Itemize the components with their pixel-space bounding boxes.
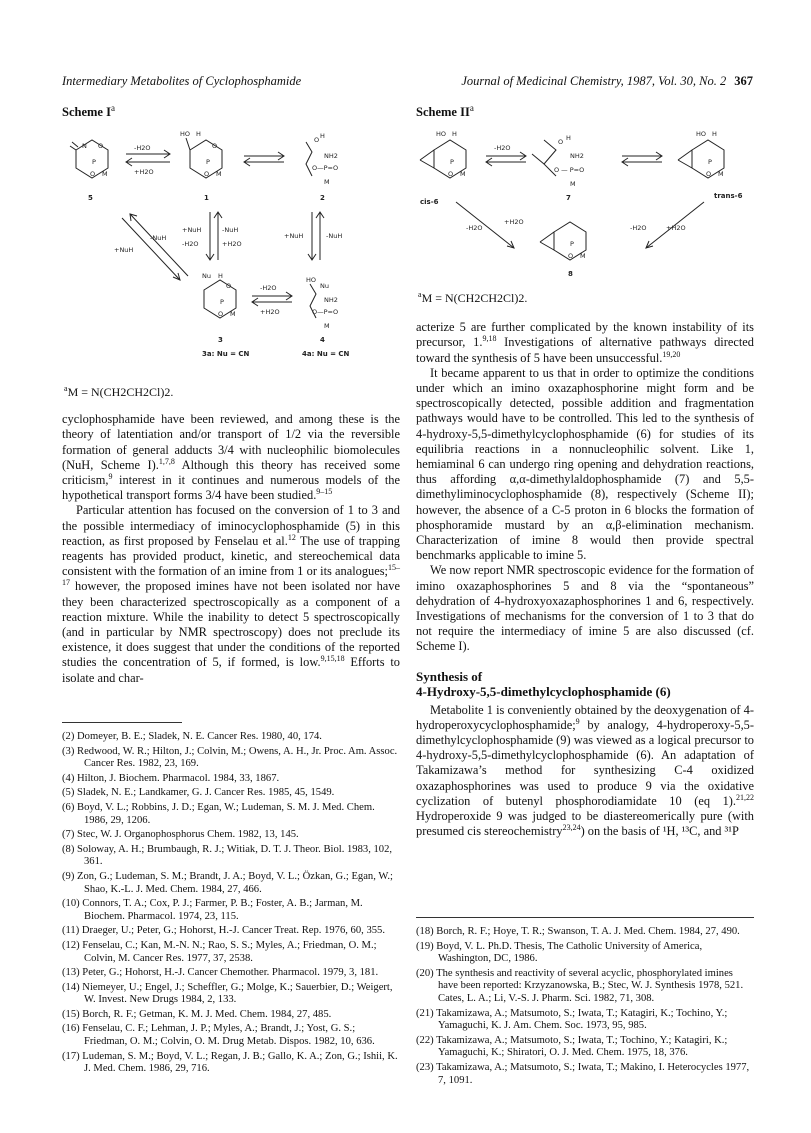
svg-text:P: P [570, 240, 574, 249]
svg-text:4a: Nu = CN: 4a: Nu = CN [302, 350, 350, 359]
reference-item: (23) Takamizawa, A.; Matsumoto, S.; Iwata, T.; Makino, I. Heterocycles 1977, 7, 1091. [416, 1061, 750, 1086]
svg-text:O: O [314, 136, 320, 145]
svg-text:H: H [218, 272, 223, 281]
reference-item: (20) The synthesis and reactivity of several acyclic, phosphorylated imines have been reported: Krzyzanowska, B.; Stec, W. J. Synthesis 1978, 521. Cates, L. A.; Li, V.-S. J. Pharm. Sci. 1982, 71, 308. [416, 967, 744, 1004]
svg-text:O: O [226, 282, 232, 291]
reference-item: (3) Redwood, W. R.; Hilton, J.; Colvin, M.; Owens, A. H., Jr. Proc. Am. Assoc. Cancer Res. 1982, 23, 169. [62, 745, 398, 770]
svg-text:H: H [712, 130, 717, 139]
svg-text:M: M [324, 322, 330, 331]
svg-text:+H2O: +H2O [222, 240, 242, 249]
svg-text:+NuH: +NuH [284, 232, 304, 241]
svg-text:P: P [92, 158, 96, 167]
svg-text:Nu: Nu [320, 282, 329, 291]
svg-text:HO: HO [306, 276, 317, 285]
svg-text:8: 8 [568, 270, 573, 279]
left-column [62, 103, 400, 686]
right-paragraph-3: We now report NMR spectroscopic evidence for the formation of imino oxazaphosphorines 5 and 8 via the “spontaneous” dehydration of 4-hydroxyoxazaphosphorines 1 and 6, respectively. Investigations of mechanisms for the conversion of 1 to 3 that do not require the intermediacy of imine 5 are also discussed (cf. Scheme I). [416, 563, 754, 654]
svg-text:NH2: NH2 [570, 152, 584, 161]
reference-list-right [416, 926, 754, 1087]
svg-text:cis-6: cis-6 [420, 198, 439, 207]
svg-text:-H2O: -H2O [182, 240, 199, 249]
running-header-right [461, 74, 753, 89]
svg-text:1: 1 [204, 194, 209, 203]
svg-text:O: O [212, 142, 218, 151]
svg-text:M: M [570, 180, 576, 189]
references-divider [416, 917, 754, 918]
right-column [416, 103, 754, 839]
svg-text:M: M [102, 170, 108, 179]
svg-text:M: M [230, 310, 236, 319]
left-paragraph-2: Particular attention has focused on the conversion of 1 to 3 and the possible intermediacy of iminocyclophosphamide (5) in this reaction, as first proposed by Fenselau et al.$^{12}$ The use of trapping reagents has provided product, kinetic, and stereochemical data consistent with the formation of an imine from 1 or its analogues;$^{15-17}$ however, the proposed imines have not been isolated nor have they been characterized spectroscopically as a component of a reaction mixture. While the inability to detect 5 spectroscopically (and in particular by NMR spectroscopy) does not preclude its existence, it does suggest that under the conditions of the reported studies the concentration of 5, if formed, is low.$^{9,15,18}$ Efforts to isolate and char- [62, 503, 400, 685]
svg-text:O: O [448, 170, 454, 179]
reference-item: (11) Draeger, U.; Peter, G.; Hohorst, H.-J. Cancer Treat. Rep. 1976, 60, 355. [62, 925, 385, 937]
reference-item: (12) Fenselau, C.; Kan, M.-N. N.; Rao, S. S.; Myles, A.; Friedman, O. M.; Colvin, M. Cancer Res. 1977, 37, 2538. [62, 939, 377, 964]
svg-text:-NuH: -NuH [326, 232, 343, 241]
svg-text:H: H [320, 132, 325, 141]
scheme-1-diagram [62, 120, 400, 382]
scheme-2-footnote: $^a$M = N(CH2CH2Cl)2. [418, 290, 528, 306]
right-paragraph-2: It became apparent to us that in order to optimize the conditions under which an imino oxazaphosphorine might form and be spectroscopically detected, possible addition and fragmentation pathways would have to be controlled. This led to the synthesis of 4-hydroxy-5,5-dimethylcyclophosphamide (6) for studies of its equilibria reactions in a nonnucleophilic solvent. Like 1, hemiaminal 6 can undergo ring opening and dehydration reactions, thus affording α,α-dimethylaldophosphamide (7) and 5,5-dimethyliminocyclophosphamide (8), respectively (Scheme II); however, the absence of a C-5 proton in 6 blocks the formation of phosphoramide mustard by an α,β-elimination mechanism. Characterization of imine 8 would then provide spectral benchmarks applicable to imine 5. [416, 365, 754, 563]
svg-text:4: 4 [320, 336, 325, 345]
svg-text:+NuH: +NuH [114, 246, 134, 255]
reference-item: (4) Hilton, J. Biochem. Pharmacol. 1984, 33, 1867. [62, 772, 280, 784]
scheme-2-title: Scheme $II^a$ [416, 103, 474, 120]
running-header-left: Intermediary Metabolites of Cyclophosphamide [62, 74, 302, 88]
svg-text:-H2O: -H2O [494, 144, 511, 153]
svg-text:2: 2 [320, 194, 325, 203]
svg-text:P: P [450, 158, 454, 167]
svg-text:+H2O: +H2O [666, 224, 686, 233]
reference-item: (7) Stec, W. J. Organophosphorus Chem. 1982, 13, 145. [62, 829, 299, 841]
svg-text:HO: HO [436, 130, 447, 139]
svg-text:3: 3 [218, 336, 223, 345]
svg-text:M: M [324, 178, 330, 187]
svg-text:3a: Nu = CN: 3a: Nu = CN [202, 350, 250, 359]
right-paragraph-1: acterize 5 are further complicated by the known instability of its precursor, 1.$^{9,18}$ Investigations of alternative pathways directed toward the synthesis of 5 have been unsuccessful.$^{19,20}$ [416, 320, 755, 365]
svg-text:+NuH: +NuH [182, 226, 202, 235]
svg-text:H: H [566, 134, 571, 143]
references-divider [62, 722, 182, 723]
svg-text:M: M [460, 170, 466, 179]
svg-text:trans-6: trans-6 [714, 192, 743, 201]
svg-text:P: P [708, 158, 712, 167]
reference-item: (18) Borch, R. F.; Hoye, T. R.; Swanson, T. A. J. Med. Chem. 1984, 27, 490. [416, 926, 740, 937]
svg-text:5: 5 [88, 194, 93, 203]
right-paragraph-4: Metabolite 1 is conveniently obtained by the deoxygenation of 4-hydroperoxycyclophosphamide;$^9$ by analogy, 4-hydroperoxy-5,5-dimethylcyclophosphamide (9) was viewed as a logical precursor to 4-hydroxy-5,5-dimethylcyclophosphamide (6). An adaptation of Takamizawa’s method for synthesizing C-4 oxidized oxazaphosphorines was used to produce 9 via the oxidative cyclization of butenyl phosphorodiamidate 10 (eq 1).$^{21,22}$ Hydroperoxide 9 was judged to be diastereomerically pure (with presumed cis stereochemistry$^{23,24}$) on the basis of ¹H, ¹³C, and ³¹P [416, 702, 754, 839]
svg-text:O: O [218, 310, 224, 319]
svg-text:NH2: NH2 [324, 296, 338, 305]
svg-text:N: N [82, 142, 87, 151]
svg-text:P: P [220, 298, 224, 307]
svg-text:7: 7 [566, 194, 571, 203]
reference-item: (9) Zon, G.; Ludeman, S. M.; Brandt, J. A.; Boyd, V. L.; Özkan, G.; Egan, W.; Shao, K.-L. J. Med. Chem. 1984, 27, 466. [62, 870, 393, 895]
reference-item: (19) Boyd, V. L. Ph.D. Thesis, The Catholic University of America, Washington, DC, 1986. [416, 940, 703, 965]
svg-text:H: H [452, 130, 457, 139]
reference-item: (5) Sladek, N. E.; Landkamer, G. J. Cancer Res. 1985, 45, 1549. [62, 787, 335, 799]
reference-item: (21) Takamizawa, A.; Matsumoto, S.; Iwata, T.; Katagiri, K.; Tochino, Y.; Yamaguchi, K. J. Am. Chem. Soc. 1973, 95, 985. [416, 1007, 728, 1032]
svg-text:O — P=O: O — P=O [554, 166, 585, 175]
svg-text:HO: HO [696, 130, 707, 139]
reference-list-left [62, 731, 400, 1076]
svg-text:Nu: Nu [202, 272, 211, 281]
svg-text:-H2O: -H2O [466, 224, 483, 233]
svg-text:O—P=O: O—P=O [312, 164, 339, 173]
reference-item: (6) Boyd, V. L.; Robbins, J. D.; Egan, W.; Ludeman, S. M. J. Med. Chem. 1986, 29, 1206. [62, 801, 375, 826]
section-heading: Synthesis of 4-Hydroxy-5,5-dimethylcyclophosphamide (6) [416, 668, 671, 699]
page-number: 367 [734, 74, 753, 88]
right-references [416, 917, 754, 1089]
left-paragraph-1: cyclophosphamide have been reviewed, and among these is the theory of latentiation and/or transport of 1/2 via the reversible formation of general adducts 3/4 with nucleophilic biomolecules (NuH, Scheme I).$^{1,7,8}$ Although this theory has received some criticism,$^9$ interest in it continues and numerous models of the hypothetical transport forms 3/4 have been studied.$^{9-15}$ [62, 412, 400, 503]
svg-text:+H2O: +H2O [504, 218, 524, 227]
svg-text:-NuH: -NuH [222, 226, 239, 235]
svg-text:H: H [196, 130, 201, 139]
svg-text:P: P [206, 158, 210, 167]
svg-text:NH2: NH2 [324, 152, 338, 161]
reference-item: (10) Connors, T. A.; Cox, P. J.; Farmer, P. B.; Foster, A. B.; Jarman, M. Biochem. Pharmacol. 1974, 23, 115. [62, 898, 363, 922]
svg-text:+H2O: +H2O [134, 168, 154, 177]
svg-text:O: O [98, 142, 104, 151]
svg-text:O: O [706, 170, 712, 179]
svg-text:O: O [204, 170, 210, 179]
svg-text:M: M [216, 170, 222, 179]
scheme-1-footnote: $^a$M = N(CH2CH2Cl)2. [64, 384, 174, 400]
svg-text:M: M [718, 170, 724, 179]
journal-citation: Journal of Medicinal Chemistry, 1987, Vol. 30, No. 2 [461, 74, 727, 88]
svg-text:O—P=O: O—P=O [312, 308, 339, 317]
svg-text:O: O [558, 138, 564, 147]
svg-text:-NuH: -NuH [150, 234, 167, 243]
svg-text:-H2O: -H2O [134, 144, 151, 153]
reference-item: (8) Soloway, A. H.; Brumbaugh, R. J.; Witiak, D. T. J. Theor. Biol. 1983, 102, 361. [62, 843, 393, 868]
svg-text:M: M [580, 252, 586, 261]
svg-text:-H2O: -H2O [630, 224, 647, 233]
svg-text:O: O [90, 170, 96, 179]
reference-item: (15) Borch, R. F.; Getman, K. M. J. Med. Chem. 1984, 27, 485. [62, 1008, 332, 1020]
reference-item: (22) Takamizawa, A.; Matsumoto, S.; Iwata, T.; Tochino, Y.; Katagiri, K.; Yamaguchi, K.; Shiratori, O. J. Med. Chem. 1975, 18, 376. [416, 1034, 728, 1059]
svg-text:+H2O: +H2O [260, 308, 280, 317]
left-references [62, 722, 400, 1078]
svg-text:-H2O: -H2O [260, 284, 277, 293]
reference-item: (14) Niemeyer, U.; Engel, J.; Scheffler, G.; Molge, K.; Sauerbier, D.; Weigert, W. Invest. New Drugs 1984, 2, 133. [62, 981, 393, 1006]
reference-item: (2) Domeyer, B. E.; Sladek, N. E. Cancer Res. 1980, 40, 174. [62, 731, 322, 742]
reference-item: (13) Peter, G.; Hohorst, H.-J. Cancer Chemother. Pharmacol. 1979, 3, 181. [62, 967, 379, 979]
scheme-2-diagram [416, 120, 754, 288]
scheme-1-title: Scheme $I^a$ [62, 103, 115, 120]
svg-text:HO: HO [180, 130, 191, 139]
svg-text:O: O [568, 252, 574, 261]
reference-item: (17) Ludeman, S. M.; Boyd, V. L.; Regan, J. B.; Gallo, K. A.; Zon, G.; Ishii, K. J. Med. Chem. 1986, 29, 716. [62, 1050, 398, 1075]
reference-item: (16) Fenselau, C. F.; Lehman, J. P.; Myles, A.; Brandt, J.; Yost, G. S.; Friedman, O. M.; Colvin, O. M. Drug Metab. Dispos. 1982, 10, 636. [62, 1023, 375, 1048]
